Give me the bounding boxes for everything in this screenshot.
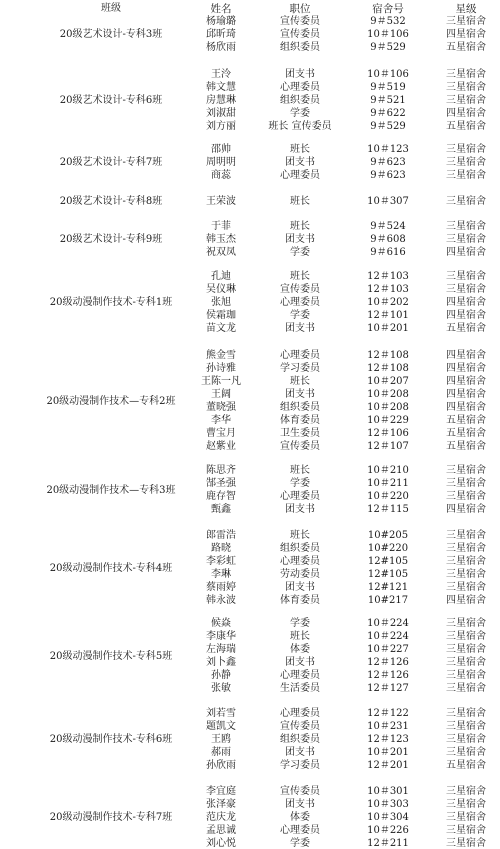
member-star: 五星宿舍 — [446, 323, 486, 334]
member-dorm: 12＃115 — [367, 504, 409, 515]
member-name: 吴仪琳 — [206, 284, 236, 295]
member-role: 宣传委员 — [280, 786, 320, 797]
member-role: 班长 — [290, 631, 310, 642]
member-star: 四星宿舍 — [446, 402, 486, 413]
member-dorm: 10＃303 — [367, 799, 409, 810]
member-name: 董晓强 — [206, 402, 236, 413]
member-dorm: 12＃201 — [367, 760, 409, 771]
member-star: 三星宿舍 — [446, 838, 486, 849]
member-star: 三星宿舍 — [446, 721, 486, 732]
member-star: 三星宿舍 — [446, 465, 486, 476]
member-dorm: 10＃301 — [367, 786, 409, 797]
member-star: 四星宿舍 — [446, 389, 486, 400]
member-role: 团支书 — [285, 389, 315, 400]
member-star: 三星宿舍 — [446, 569, 486, 580]
member-role: 团支书 — [285, 157, 315, 168]
member-name: 曹宝月 — [206, 428, 236, 439]
member-dorm: 12＃106 — [367, 428, 409, 439]
member-star: 五星宿舍 — [446, 760, 486, 771]
member-star: 三星宿舍 — [446, 812, 486, 823]
member-dorm: 10＃123 — [367, 144, 409, 155]
member-dorm: 9＃622 — [370, 108, 406, 119]
member-dorm: 9＃521 — [370, 95, 406, 106]
member-dorm: 10＃106 — [367, 69, 409, 80]
member-role: 组织委员 — [280, 42, 320, 53]
member-name: 范庆龙 — [206, 812, 236, 823]
member-role: 组织委员 — [280, 543, 320, 554]
member-name: 王阔 — [211, 389, 231, 400]
member-name: 陈思齐 — [206, 465, 236, 476]
member-role: 生活委员 — [280, 683, 320, 694]
member-name: 杨欣雨 — [206, 42, 236, 53]
member-role: 学委 — [290, 247, 310, 258]
member-role: 宣传委员 — [280, 284, 320, 295]
member-dorm: 10＃304 — [367, 812, 409, 823]
member-dorm: 12#105 — [367, 556, 409, 567]
member-name: 蔡雨婷 — [206, 582, 236, 593]
member-dorm: 12#121 — [367, 582, 409, 593]
member-dorm: 12＃101 — [367, 310, 409, 321]
class-name: 20级动漫制作技术—专科2班 — [46, 395, 176, 407]
member-star: 四星宿舍 — [446, 363, 486, 374]
member-role: 班长 — [290, 196, 310, 207]
member-star: 三星宿舍 — [446, 644, 486, 655]
member-dorm: 12＃108 — [367, 350, 409, 361]
member-name: 李康华 — [206, 631, 236, 642]
member-star: 三星宿舍 — [446, 16, 486, 27]
member-role: 卫生委员 — [280, 428, 320, 439]
member-name: 房慧琳 — [206, 95, 236, 106]
member-role: 学委 — [290, 478, 310, 489]
member-name: 熊金雪 — [206, 350, 236, 361]
member-name: 商蕊 — [211, 170, 231, 181]
member-star: 四星宿舍 — [446, 108, 486, 119]
member-dorm: 10＃224 — [367, 618, 409, 629]
member-dorm: 10＃208 — [367, 402, 409, 413]
member-dorm: 12＃211 — [367, 838, 409, 849]
member-name: 孙欣雨 — [206, 760, 236, 771]
member-dorm: 12＃126 — [367, 657, 409, 668]
member-dorm: 12＃107 — [367, 441, 409, 452]
member-role: 学委 — [290, 618, 310, 629]
member-dorm: 9＃524 — [370, 221, 406, 232]
member-star: 三星宿舍 — [446, 582, 486, 593]
member-dorm: 10＃307 — [367, 196, 409, 207]
class-name: 20级动漫制作技术-专科7班 — [49, 812, 173, 823]
member-name: 郜圣强 — [206, 478, 236, 489]
member-dorm: 12＃127 — [367, 683, 409, 694]
member-name: 邵帅 — [211, 144, 231, 155]
member-dorm: 10＃210 — [367, 465, 409, 476]
member-dorm: 12＃126 — [367, 670, 409, 681]
member-star: 四星宿舍 — [446, 350, 486, 361]
member-star: 四星宿舍 — [446, 595, 486, 606]
member-name: 甄鑫 — [211, 504, 231, 515]
member-dorm: 10＃229 — [367, 415, 409, 426]
member-role: 组织委员 — [280, 734, 320, 745]
member-star: 五星宿舍 — [446, 415, 486, 426]
member-star: 五星宿舍 — [446, 121, 486, 132]
member-role: 组织委员 — [280, 402, 320, 413]
class-name: 20级艺术设计-专科8班 — [59, 196, 163, 207]
member-role: 体委 — [290, 644, 310, 655]
member-name: 孔迪 — [211, 271, 231, 282]
member-dorm: 10#205 — [367, 530, 409, 541]
member-dorm: 9＃519 — [370, 82, 406, 93]
class-name: 20级动漫制作技术—专科3班 — [46, 484, 176, 496]
member-dorm: 10＃226 — [367, 825, 409, 836]
member-star: 三星宿舍 — [446, 708, 486, 719]
member-role: 心理委员 — [280, 82, 320, 93]
member-role: 团支书 — [285, 234, 315, 245]
member-dorm: 10＃106 — [367, 29, 409, 40]
member-dorm: 12＃122 — [367, 708, 409, 719]
class-name: 20级动漫制作技术-专科6班 — [49, 734, 173, 745]
member-dorm: 9＃623 — [370, 157, 406, 168]
member-role: 班长 — [290, 144, 310, 155]
member-role: 学委 — [290, 838, 310, 849]
member-dorm: 10＃211 — [367, 478, 409, 489]
member-dorm: 12＃103 — [367, 271, 409, 282]
member-name: 郎雷浩 — [206, 530, 236, 541]
class-name: 20级动漫制作技术-专科4班 — [49, 562, 173, 574]
member-name: 候焱 — [211, 618, 231, 629]
member-dorm: 10＃220 — [367, 491, 409, 502]
member-star: 五星宿舍 — [446, 428, 486, 439]
class-name: 20级艺术设计-专科3班 — [59, 29, 163, 40]
member-role: 心理委员 — [280, 825, 320, 836]
member-role: 心理委员 — [280, 350, 320, 361]
member-dorm: 10＃227 — [367, 644, 409, 655]
header-dorm: 宿舍号 — [372, 3, 404, 15]
member-name: 王泠 — [211, 69, 231, 80]
member-name: 韩文慧 — [206, 82, 236, 93]
member-role: 班长 — [290, 465, 310, 476]
member-name: 张泽豪 — [206, 799, 236, 810]
member-star: 四星宿舍 — [446, 376, 486, 387]
member-star: 三星宿舍 — [446, 82, 486, 93]
member-star: 三星宿舍 — [446, 618, 486, 629]
member-star: 三星宿舍 — [446, 478, 486, 489]
member-dorm: 10#217 — [367, 595, 409, 606]
header-name: 姓名 — [210, 3, 232, 15]
member-role: 学习委员 — [280, 760, 320, 771]
member-name: 李彩虹 — [206, 556, 236, 567]
member-role: 班长 — [290, 376, 310, 387]
member-star: 三星宿舍 — [446, 825, 486, 836]
member-dorm: 10＃201 — [367, 323, 409, 334]
member-name: 周明明 — [206, 157, 236, 168]
member-star: 四星宿舍 — [446, 297, 486, 308]
member-dorm: 12＃123 — [367, 734, 409, 745]
member-name: 孙静 — [211, 670, 231, 681]
member-star: 四星宿舍 — [446, 310, 486, 321]
member-star: 三星宿舍 — [446, 530, 486, 541]
member-star: 三星宿舍 — [446, 157, 486, 168]
class-name: 20级动漫制作技术-专科1班 — [49, 297, 173, 308]
class-name: 20级艺术设计-专科7班 — [59, 157, 163, 168]
member-star: 三星宿舍 — [446, 556, 486, 567]
member-name: 刘淑甜 — [206, 108, 236, 119]
member-star: 三星宿舍 — [446, 657, 486, 668]
member-star: 三星宿舍 — [446, 196, 486, 207]
member-star: 三星宿舍 — [446, 221, 486, 232]
member-name: 孙诗雅 — [206, 363, 236, 374]
member-dorm: 10＃201 — [367, 747, 409, 758]
class-name: 20级动漫制作技术-专科5班 — [49, 650, 173, 662]
member-role: 班长 — [290, 271, 310, 282]
member-dorm: 12#105 — [367, 569, 409, 580]
member-role: 心理委员 — [280, 670, 320, 681]
member-name: 刘若雪 — [206, 708, 236, 719]
member-name: 刘心悦 — [206, 838, 236, 849]
member-dorm: 9＃529 — [370, 42, 406, 53]
member-dorm: 10＃208 — [367, 389, 409, 400]
member-role: 劳动委员 — [280, 569, 320, 580]
member-name: 王荣波 — [206, 196, 236, 207]
member-star: 三星宿舍 — [446, 284, 486, 295]
member-role: 心理委员 — [280, 556, 320, 567]
member-role: 班长 — [290, 530, 310, 541]
member-dorm: 10#220 — [367, 543, 409, 554]
member-role: 宣传委员 — [280, 721, 320, 732]
member-role: 团支书 — [285, 799, 315, 810]
member-name: 李琳 — [211, 569, 231, 580]
member-star: 三星宿舍 — [446, 631, 486, 642]
member-star: 三星宿舍 — [446, 95, 486, 106]
member-name: 李宜庭 — [206, 786, 236, 797]
member-role: 团支书 — [285, 657, 315, 668]
member-star: 三星宿舍 — [446, 747, 486, 758]
member-star: 三星宿舍 — [446, 69, 486, 80]
member-dorm: 10＃207 — [367, 376, 409, 387]
member-star: 三星宿舍 — [446, 734, 486, 745]
member-role: 学委 — [290, 108, 310, 119]
member-name: 韩玉杰 — [206, 234, 236, 245]
member-name: 祝双凤 — [206, 247, 236, 258]
member-star: 三星宿舍 — [446, 786, 486, 797]
class-name: 20级艺术设计-专科6班 — [59, 95, 163, 106]
member-role: 心理委员 — [280, 491, 320, 502]
member-dorm: 12＃108 — [367, 363, 409, 374]
member-dorm: 10＃202 — [367, 297, 409, 308]
member-role: 心理委员 — [280, 297, 320, 308]
member-name: 刘方丽 — [206, 121, 236, 132]
member-star: 三星宿舍 — [446, 491, 486, 502]
member-name: 张旭 — [211, 297, 231, 308]
member-role: 心理委员 — [280, 170, 320, 181]
member-name: 郝雨 — [211, 747, 231, 758]
member-name: 刘卜鑫 — [206, 657, 236, 668]
member-star: 三星宿舍 — [446, 799, 486, 810]
member-name: 李华 — [211, 415, 231, 426]
member-name: 韩永波 — [206, 595, 236, 606]
member-role: 团支书 — [285, 69, 315, 80]
member-star: 四星宿舍 — [446, 247, 486, 258]
member-dorm: 9＃608 — [370, 234, 406, 245]
member-star: 五星宿舍 — [446, 441, 486, 452]
member-star: 三星宿舍 — [446, 543, 486, 554]
member-name: 路晓 — [211, 543, 231, 554]
member-role: 团支书 — [285, 323, 315, 334]
member-name: 鹿存智 — [206, 491, 236, 502]
member-dorm: 9＃616 — [370, 247, 406, 258]
member-name: 孟思诚 — [206, 825, 236, 836]
member-role: 宣传委员 — [280, 29, 320, 40]
member-name: 张敏 — [211, 683, 231, 694]
member-name: 王陈一凡 — [201, 376, 241, 387]
member-star: 三星宿舍 — [446, 144, 486, 155]
member-dorm: 12＃103 — [367, 284, 409, 295]
member-star: 三星宿舍 — [446, 234, 486, 245]
member-role: 宣传委员 — [280, 441, 320, 452]
member-role: 体育委员 — [280, 595, 320, 606]
member-name: 题凯文 — [206, 721, 236, 732]
member-role: 体育委员 — [280, 415, 320, 426]
member-name: 苗文龙 — [206, 323, 236, 334]
member-name: 杨瑜璐 — [206, 16, 236, 27]
member-role: 团支书 — [285, 504, 315, 515]
member-star: 三星宿舍 — [446, 271, 486, 282]
class-name: 20级艺术设计-专科9班 — [59, 234, 163, 245]
member-star: 五星宿舍 — [446, 42, 486, 53]
member-name: 侯霜珈 — [206, 310, 236, 321]
member-star: 四星宿舍 — [446, 504, 486, 515]
member-role: 心理委员 — [280, 708, 320, 719]
member-star: 三星宿舍 — [446, 170, 486, 181]
member-name: 邱昕琦 — [206, 29, 236, 40]
member-role: 组织委员 — [280, 95, 320, 106]
member-star: 三星宿舍 — [446, 683, 486, 694]
member-dorm: 10＃231 — [367, 721, 409, 732]
header-role: 职位 — [289, 3, 311, 15]
member-dorm: 9＃532 — [370, 16, 406, 27]
member-star: 四星宿舍 — [446, 29, 486, 40]
member-name: 赵紫业 — [206, 441, 236, 452]
member-role: 学委 — [290, 310, 310, 321]
member-role: 班长 宣传委员 — [268, 121, 332, 132]
member-dorm: 10＃224 — [367, 631, 409, 642]
member-role: 团支书 — [285, 747, 315, 758]
member-name: 左海瑞 — [206, 644, 236, 655]
member-role: 学习委员 — [280, 363, 320, 374]
member-star: 三星宿舍 — [446, 670, 486, 681]
member-role: 宣传委员 — [280, 16, 320, 27]
member-role: 班长 — [290, 221, 310, 232]
member-dorm: 9＃529 — [370, 121, 406, 132]
member-role: 团支书 — [285, 582, 315, 593]
member-name: 于菲 — [211, 221, 231, 232]
member-name: 王鸥 — [211, 734, 231, 745]
member-dorm: 9＃623 — [370, 170, 406, 181]
header-class: 班级 — [101, 3, 121, 14]
header-star: 星级 — [455, 3, 477, 15]
member-role: 体委 — [290, 812, 310, 823]
